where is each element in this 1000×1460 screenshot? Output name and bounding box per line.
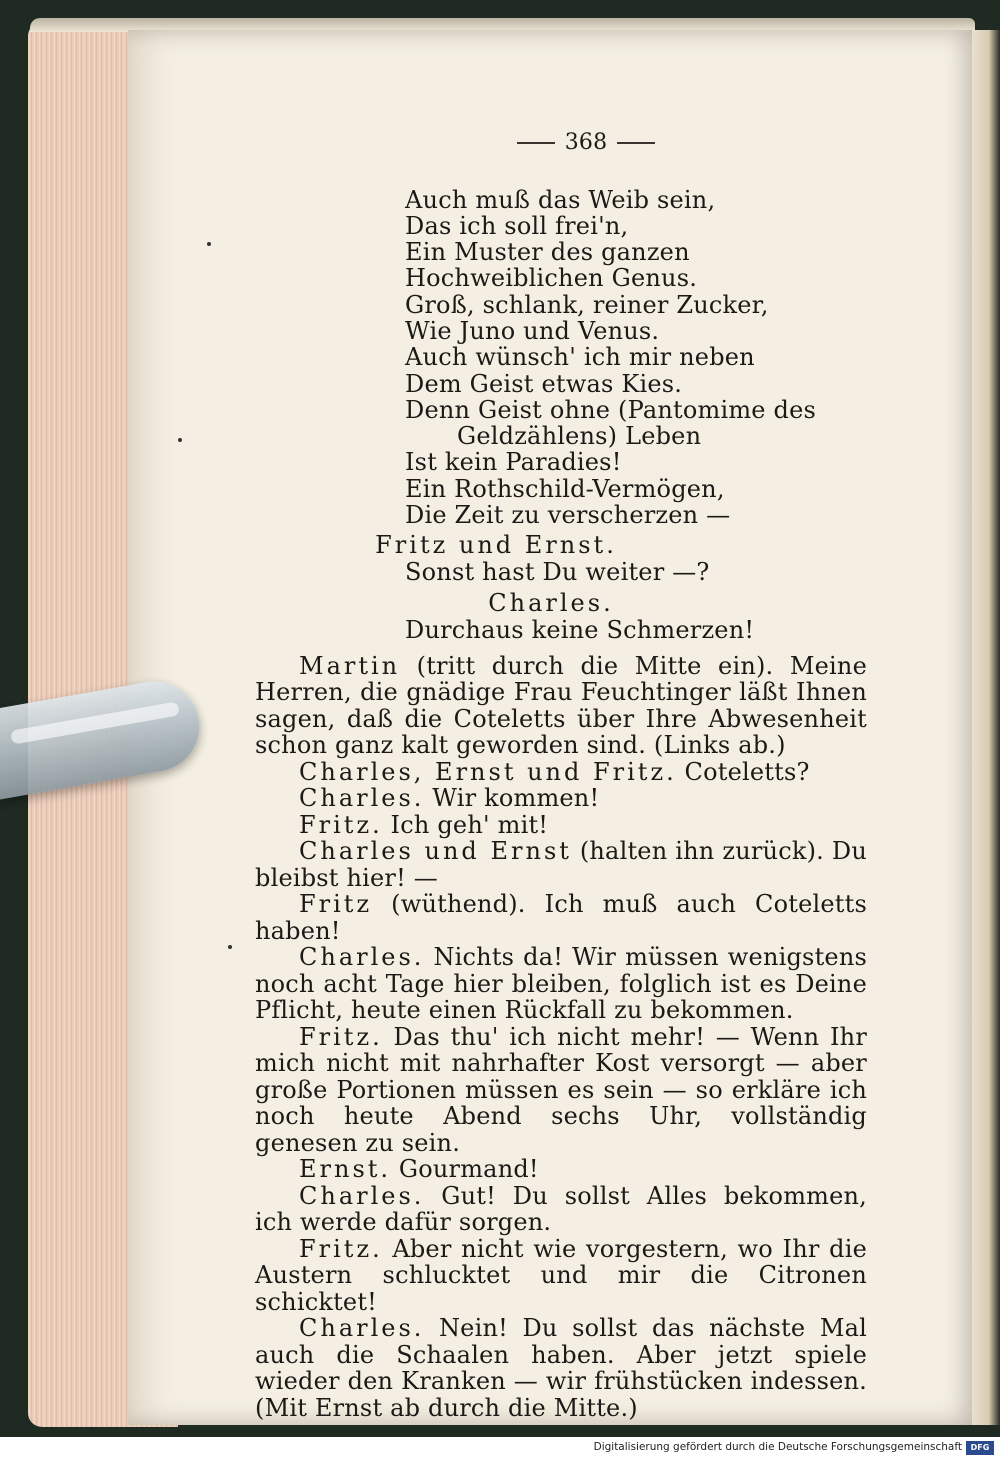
dust-speck (178, 438, 182, 442)
dialogue-paragraph (255, 1315, 867, 1421)
verse-line: Wie Juno und Venus. (405, 316, 660, 345)
speaker-name: Fritz. (299, 810, 383, 839)
dialogue-paragraph (255, 785, 867, 812)
speaker-name: Fritz (299, 890, 373, 919)
speaker-name: Charles. (299, 1181, 425, 1210)
dialogue-block (255, 653, 867, 1422)
dust-speck (228, 945, 232, 949)
dialogue-paragraph (255, 891, 867, 944)
dialogue-paragraph (255, 1024, 867, 1157)
speaker-name: Ernst. (299, 1155, 392, 1184)
dialogue-text: (wüthend). Ich muß auch Coteletts haben! (255, 890, 867, 945)
verse-line: Geldzählens) Leben (457, 422, 702, 451)
dialogue-text: (halten ihn zurück). Du bleibst hier! — (255, 837, 867, 892)
speaker-name: Charles, Ernst und Fritz. (299, 757, 677, 786)
dialogue-text: Nichts da! Wir müssen wenigstens noch acht Tage hier bleiben, folglich ist es Deine Pflicht, heute einen Rückfall zu bekommen. (255, 943, 867, 1025)
dialogue-text: (tritt durch die Mitte ein). Meine Herren, die gnädige Frau Feuchtinger läßt Ihnen sagen, daß die Coteletts über Ihre Abwesenheit schon ganz kalt geworden sind. (Links ab.) (255, 651, 867, 760)
dialogue-paragraph (255, 838, 867, 891)
dialogue-paragraph (255, 812, 867, 839)
verse-block (255, 559, 867, 585)
speaker-name: Charles. (299, 943, 425, 972)
verse-block (255, 617, 867, 643)
verse-line: Ein Muster des ganzen (405, 238, 690, 267)
speaker-name: Martin (299, 651, 401, 680)
ornament-left (517, 142, 555, 144)
verse-line: Sonst hast Du weiter —? (405, 558, 710, 587)
dialogue-paragraph (255, 653, 867, 759)
verse-line: Auch wünsch' ich mir neben (405, 343, 755, 372)
verse-block (255, 187, 867, 529)
verse-line: Ist kein Paradies! (405, 448, 622, 477)
book-gutter (972, 30, 1000, 1425)
verse-line: Auch muß das Weib sein, (405, 185, 716, 214)
page-number (255, 130, 867, 157)
footer-credit: Digitalisierung gefördert durch die Deutsche Forschungsgemeinschaft (593, 1441, 962, 1453)
dialogue-paragraph (255, 1156, 867, 1183)
speaker-name: Charles und Ernst (299, 837, 572, 866)
verse-line: Denn Geist ohne (Pantomime des (405, 395, 817, 424)
verse-line: Durchaus keine Schmerzen! (405, 615, 755, 644)
page-text (255, 130, 867, 1421)
verse-line: Groß, schlank, reiner Zucker, (405, 290, 769, 319)
verse-line: Das ich soll frei'n, (405, 211, 629, 240)
speaker-heading: Fritz und Ernst. (375, 531, 617, 560)
speaker-name: Charles. (299, 1314, 425, 1343)
dialogue-text: Coteletts? (676, 757, 810, 786)
verse-line: Ein Rothschild-Vermögen, (405, 474, 725, 503)
dfg-logo-icon: DFG (966, 1441, 994, 1455)
dialogue-text: Wir kommen! (424, 784, 600, 813)
dialogue-paragraph (255, 759, 867, 786)
verse-line: Dem Geist etwas Kies. (405, 369, 683, 398)
speaker-name: Fritz. (299, 1022, 383, 1051)
speaker-name: Charles. (299, 784, 425, 813)
dialogue-paragraph (255, 1236, 867, 1316)
dialogue-text: Nein! Du sollst das nächste Mal auch die Schaalen haben. Aber jetzt spiele wieder den Kranken — wir frühstücken indessen. (Mit Ernst ab durch die Mitte.) (255, 1314, 867, 1422)
dialogue-paragraph (255, 1183, 867, 1236)
speaker-name: Fritz. (299, 1234, 383, 1263)
dialogue-paragraph (255, 944, 867, 1024)
verse-line: Die Zeit zu verscherzen — (405, 501, 731, 530)
dust-speck (207, 242, 211, 246)
page-number-value: 368 (564, 130, 608, 155)
dialogue-text: Das thu' ich nicht mehr! — Wenn Ihr mich nicht mit nahrhafter Kost versorgt — aber große Portionen müssen es sein — so erkläre ich noch heute Abend sechs Uhr, vollständig genesen zu sein. (255, 1022, 867, 1157)
dialogue-text: Gourmand! (391, 1155, 539, 1184)
verse-line: Hochweiblichen Genus. (405, 264, 698, 293)
ornament-right (617, 142, 655, 144)
dialogue-text: Aber nicht wie vorgestern, wo Ihr die Austern schlucktet und mir die Citronen schicktet! (255, 1234, 867, 1316)
dialogue-text: Gut! Du sollst Alles bekommen, ich werde dafür sorgen. (255, 1181, 867, 1237)
footer-bar (0, 1437, 1000, 1460)
dialogue-text: Ich geh' mit! (382, 810, 549, 839)
speaker-heading: Charles. (488, 588, 614, 617)
